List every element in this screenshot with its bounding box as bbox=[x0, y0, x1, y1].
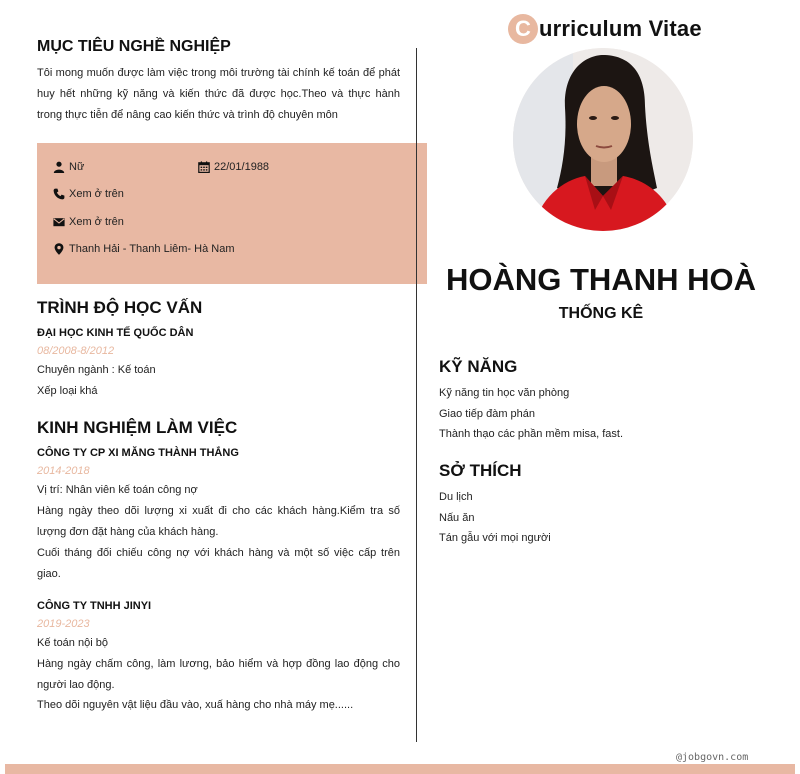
job-description: Hàng ngày theo dõi lượng xi xuất đi cho các khách hàng.Kiểm tra số lượng đơn đặt hàng của khách hàng. bbox=[37, 505, 400, 538]
experience-title: KINH NGHIỆM LÀM VIỆC bbox=[37, 418, 238, 437]
person-icon bbox=[53, 161, 65, 173]
phone-item bbox=[53, 188, 124, 200]
job-description: Hàng ngày chấm công, làm lương, bảo hiểm và hợp đồng lao động cho người lao động. bbox=[37, 658, 400, 691]
job-title: THỐNG KÊ bbox=[558, 305, 644, 322]
personal-info-box bbox=[37, 143, 427, 284]
objective-text: Tôi mong muốn được làm việc trong môi trường tài chính kế toán để phát huy hết những kỹ năng và kiến thức đã được học.Theo và thực hành trong thực tiễn để nâng cao kiến thức và trình độ chuyên môn bbox=[37, 67, 400, 121]
education-title: TRÌNH ĐỘ HỌC VẤN bbox=[37, 298, 203, 317]
column-divider bbox=[416, 48, 417, 742]
cv-logo bbox=[508, 14, 702, 44]
footer-bar bbox=[5, 764, 795, 774]
education-grade: Xếp loại khá bbox=[37, 385, 98, 397]
email-text: Xem ở trên bbox=[69, 216, 124, 228]
job-company: CÔNG TY TNHH JINYI bbox=[37, 600, 152, 612]
profile-photo bbox=[513, 48, 693, 231]
phone-icon bbox=[53, 188, 65, 200]
objective-title: MỤC TIÊU NGHỀ NGHIỆP bbox=[37, 38, 231, 55]
hobby-item: Nấu ăn bbox=[439, 512, 475, 524]
address-text: Thanh Hải - Thanh Liêm- Hà Nam bbox=[69, 243, 235, 255]
education-period: 08/2008-8/2012 bbox=[37, 345, 115, 357]
email-item bbox=[53, 216, 124, 228]
skill-item: Thành thạo các phần mềm misa, fast. bbox=[439, 428, 624, 440]
job-position: Vị trí: Nhân viên kế toán công nợ bbox=[37, 484, 198, 496]
hobby-item: Du lịch bbox=[439, 491, 473, 503]
dob-item bbox=[198, 161, 269, 173]
map-pin-icon bbox=[53, 243, 65, 255]
candidate-name: HOÀNG THANH HOÀ bbox=[446, 262, 756, 297]
phone-text: Xem ở trên bbox=[69, 188, 124, 200]
calendar-icon bbox=[198, 161, 210, 173]
skill-item: Kỹ năng tin học văn phòng bbox=[439, 387, 570, 399]
address-item bbox=[53, 243, 234, 255]
dob-text: 22/01/1988 bbox=[214, 161, 270, 173]
cv-logo-letter: C bbox=[508, 14, 538, 44]
skill-item: Giao tiếp đàm phán bbox=[439, 408, 536, 420]
cv-logo-text: urriculum Vitae bbox=[539, 16, 702, 41]
job-description: Cuối tháng đối chiếu công nợ với khách hàng và một số việc cấp trên giao. bbox=[37, 547, 400, 580]
school-name: ĐẠI HỌC KINH TẾ QUỐC DÂN bbox=[37, 327, 194, 339]
skills-title: KỸ NĂNG bbox=[439, 357, 518, 376]
hobby-item: Tán gẫu với mọi người bbox=[439, 532, 551, 544]
job-position: Kế toán nội bộ bbox=[37, 637, 108, 649]
hobbies-title: SỞ THÍCH bbox=[439, 461, 522, 480]
job-company: CÔNG TY CP XI MĂNG THÀNH THẮNG bbox=[37, 447, 239, 459]
gender-item bbox=[53, 161, 84, 173]
job-period: 2014-2018 bbox=[37, 465, 90, 477]
gender-text: Nữ bbox=[69, 161, 85, 173]
watermark: @jobgovn.com bbox=[676, 752, 749, 763]
envelope-icon bbox=[53, 216, 65, 228]
education-major: Chuyên ngành : Kế toán bbox=[37, 364, 156, 376]
job-description: Theo dõi nguyên vật liệu đầu vào, xuấ hàng cho nhà máy mẹ...... bbox=[37, 699, 354, 711]
job-period: 2019-2023 bbox=[37, 618, 90, 630]
